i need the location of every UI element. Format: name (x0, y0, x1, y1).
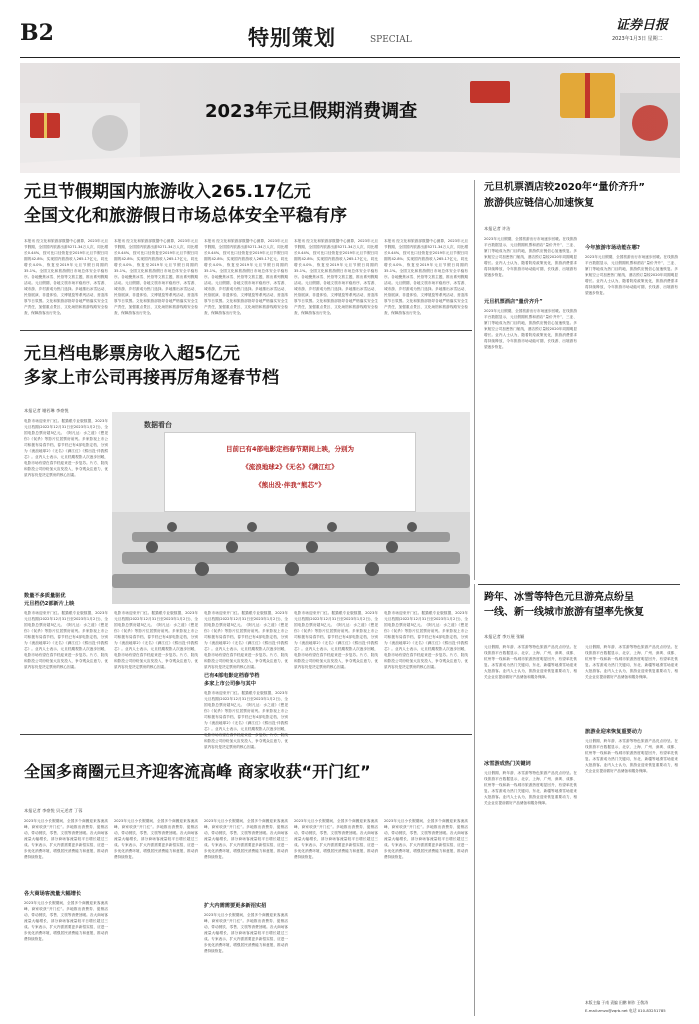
a4-col1b: 元旦假期，跨年游、冰雪游等特色旅游产品亮点纷呈。在线旅游平台数据显示，北京、上海、广州、深圳、成都、杭州等一线和新一线城市旅游热度明显回升，有望率先恢复。冰雪游成为热门关键词，东北、新疆等地滑雪场迎来大批游客。业内人士认为，旅游业迎来恢复重要动力，相关企业应提前做好产品储备和服务保障。 (484, 771, 577, 805)
a2-col3b: 电影市场迎来开门红。据猫眼专业版数据，2023年元旦档期(2022年12月31日至2023年1月2日)，全国电影总票房超5亿元。《阿凡达：水之道》《想见你》《误杀》等影片位居票房前列。多家影视上市公司积极布局春节档，春节档已有4部电影定档，分别为《流浪地球2》《无名》《满江红》《熊出没·伴我熊芯》。业内人士表示，元旦档期观影人次逐步回暖，电影市场有望在春节档迎来进一步复苏。片方、院线和影投公司纷纷加大宣发投入，争夺观众注意力，优质内容仍是决定票房的核心因素。 (204, 691, 288, 749)
date-line: 2023年1月3日 星期二 (612, 36, 663, 42)
a2-col1b: 电影市场迎来开门红。据猫眼专业版数据，2023年元旦档期(2022年12月31日至2023年1月2日)，全国电影总票房超5亿元。《阿凡达：水之道》《想见你》《误杀》等影片位居票房前列。多家影视上市公司积极布局春节档，春节档已有4部电影定档，分别为《流浪地球2》《无名》《满江红》《熊出没·伴我熊芯》。业内人士表示，元旦档期观影人次逐步回暖，电影市场有望在春节档迎来进一步复苏。片方、院线和影投公司纷纷加大宣发投入，争夺观众注意力，优质内容仍是决定票房的核心因素。 (24, 611, 108, 669)
a5-col2: 2023年元旦小长假期间，全国多个商圈迎来客流高峰，商家收获“开门红”。多地推出消费券、促销活动，带动餐饮、零售、文旅等消费回暖。各大商场客流量大幅增长，部分商场客流量较平日增长超过三成。专家表示，扩大内需需要更多新招实招，应进一步优化消费环境，增强居民消费能力和意愿，推动消费持续恢复。 (114, 819, 198, 859)
section-title-en: SPECIAL (370, 35, 412, 45)
a3-credit: 本报记者 许洁 (484, 226, 511, 231)
a5-col1: 2023年元旦小长假期间，全国多个商圈迎来客流高峰，商家收获“开门红”。多地推出消费券、促销活动，带动餐饮、零售、文旅等消费回暖。各大商场客流量大幅增长，部分商场客流量较平日增长超过三成。专家表示，扩大内需需要更多新招实招，应进一步优化消费环境，增强居民消费能力和意愿，推动消费持续恢复。 (24, 819, 108, 859)
figure-line3: 《熊出没·伴我“熊芯”》 (255, 481, 325, 489)
masthead: 证券日报 (616, 18, 669, 33)
a2-col1: 电影市场迎来开门红。据猫眼专业版数据，2023年元旦档期(2022年12月31日至2023年1月2日)，全国电影总票房超5亿元。《阿凡达：水之道》《想见你》《误杀》等影片位居票房前列。多家影视上市公司积极布局春节档，春节档已有4部电影定档，分别为《流浪地球2》《无名》《满江红》《熊出没·伴我熊芯》。业内人士表示，元旦档期观影人次逐步回暖，电影市场有望在春节档迎来进一步复苏。片方、院线和影投公司纷纷加大宣发投入，争夺观众注意力，优质内容仍是决定票房的核心因素。 (24, 419, 108, 477)
shopping-bag-icon (470, 81, 510, 103)
footer-email: E-mail:zmzx@zqrb.net 电话 010-83251785 (585, 1008, 666, 1013)
a2-col4: 电影市场迎来开门红。据猫眼专业版数据，2023年元旦档期(2022年12月31日至2023年1月2日)，全国电影总票房超5亿元。《阿凡达：水之道》《想见你》《误杀》等影片位居票房前列。多家影视上市公司积极布局春节档，春节档已有4部电影定档，分别为《流浪地球2》《无名》《满江红》《熊出没·伴我熊芯》。业内人士表示，元旦档期观影人次逐步回暖，电影市场有望在春节档迎来进一步复苏。片方、院线和影投公司纷纷加大宣发投入，争夺观众注意力，优质内容仍是决定票房的核心因素。 (294, 611, 378, 669)
a3-col2: 2023年元旦假期，全国旅游出行市场逐步回暖。在线旅游平台数据显示，元旦假期机票和酒店“量价齐升”，三亚、厦门等地成为热门目的地，旅游供应链信心加速恢复。多家航空公司加密热门航线，酒店预订量较2020年同期明显增长。业内人士认为，随着防疫政策优化，旅游消费需求将持续释放，今年旅游市场动能可期，长线游、出境游有望逐步恢复。 (585, 255, 678, 295)
page-label: B2 (20, 20, 54, 46)
section-title: 特别策划 (248, 26, 336, 50)
a3-col1b: 2023年元旦假期，全国旅游出行市场逐步回暖。在线旅游平台数据显示，元旦假期机票和酒店“量价齐升”，三亚、厦门等地成为热门目的地，旅游供应链信心加速恢复。多家航空公司加密热门航线，酒店预订量较2020年同期明显增长。业内人士认为，随着防疫政策优化，旅游消费需求将持续释放，今年旅游市场动能可期，长线游、出境游有望逐步恢复。 (484, 309, 577, 349)
a2-col5: 电影市场迎来开门红。据猫眼专业版数据，2023年元旦档期(2022年12月31日至2023年1月2日)，全国电影总票房超5亿元。《阿凡达：水之道》《想见你》《误杀》等影片位居票房前列。多家影视上市公司积极布局春节档，春节档已有4部电影定档，分别为《流浪地球2》《无名》《满江红》《熊出没·伴我熊芯》。业内人士表示，元旦档期观影人次逐步回暖，电影市场有望在春节档迎来进一步复苏。片方、院线和影投公司纷纷加大宣发投入，争夺观众注意力，优质内容仍是决定票房的核心因素。 (384, 611, 468, 669)
figure-tag: 数据看台 (144, 421, 172, 429)
a5-col3: 2023年元旦小长假期间，全国多个商圈迎来客流高峰，商家收获“开门红”。多地推出消费券、促销活动，带动餐饮、零售、文旅等消费回暖。各大商场客流量大幅增长，部分商场客流量较平日增长超过三成。专家表示，扩大内需需要更多新招实招，应进一步优化消费环境，增强居民消费能力和意愿，推动消费持续恢复。 (204, 819, 288, 859)
a1-headline2: 全国文化和旅游假日市场总体安全平稳有序 (24, 206, 347, 226)
a2-sub1: 数量不多质量驱优 (24, 593, 66, 599)
a4-col2b: 元旦假期，跨年游、冰雪游等特色旅游产品亮点纷呈。在线旅游平台数据显示，北京、上海、广州、深圳、成都、杭州等一线和新一线城市旅游热度明显回升，有望率先恢复。冰雪游成为热门关键词，东北、新疆等地滑雪场迎来大批游客。业内人士认为，旅游业迎来恢复重要动力，相关企业应提前做好产品储备和服务保障。 (585, 739, 678, 773)
a5-col4: 2023年元旦小长假期间，全国多个商圈迎来客流高峰，商家收获“开门红”。多地推出消费券、促销活动，带动餐饮、零售、文旅等消费回暖。各大商场客流量大幅增长，部分商场客流量较平日增长超过三成。专家表示，扩大内需需要更多新招实招，应进一步优化消费环境，增强居民消费能力和意愿，推动消费持续恢复。 (294, 819, 378, 859)
a1-col3: 本报讯 经文化和旅游部数据中心测算，2023年元旦节假期，全国国内旅游出游5271.34万人次，同比增长0.44%，按可比口径恢复至2019年元旦节假日同期的42.8%；实现国内旅游收入265.17亿元，同比增长4.0%，恢复至2019年元旦节假日同期的35.1%。全国文化和旅游假日市场总体安全平稳有序。各地聚焦冰雪、民俗等文旅主题，推出系列假期活动。元旦假期，各地文旅市场平稳有序，冰雪游、城市游、乡村游成为热门选择。多地推出冰雪运动、民俗展演、非遗体验、文博展览等系列活动，营造浓厚节日氛围。文化和旅游部指导各地严格落实安全生产责任，加强重点景区、文化场馆和旅游线路安全检查，保障游客出行安全。 (204, 239, 288, 315)
a5-sub2: 扩大内需需要更多新招实招 (204, 903, 267, 909)
a3-headline2: 旅游供应链信心加速恢复 (484, 198, 594, 209)
figure-line1: 目前已有4部电影定档春节期间上映，分别为 (225, 445, 355, 453)
a5-col3b: 2023年元旦小长假期间，全国多个商圈迎来客流高峰，商家收获“开门红”。多地推出消费券、促销活动，带动餐饮、零售、文旅等消费回暖。各大商场客流量大幅增长，部分商场客流量较平日增长超过三成。专家表示，扩大内需需要更多新招实招，应进一步优化消费环境，增强居民消费能力和意愿，推动消费持续恢复。 (204, 913, 288, 953)
a1-col2: 本报讯 经文化和旅游部数据中心测算，2023年元旦节假期，全国国内旅游出游5271.34万人次，同比增长0.44%，按可比口径恢复至2019年元旦节假日同期的42.8%；实现国内旅游收入265.17亿元，同比增长4.0%，恢复至2019年元旦节假日同期的35.1%。全国文化和旅游假日市场总体安全平稳有序。各地聚焦冰雪、民俗等文旅主题，推出系列假期活动。元旦假期，各地文旅市场平稳有序，冰雪游、城市游、乡村游成为热门选择。多地推出冰雪运动、民俗展演、非遗体验、文博展览等系列活动，营造浓厚节日氛围。文化和旅游部指导各地严格落实安全生产责任，加强重点景区、文化场馆和旅游线路安全检查，保障游客出行安全。 (114, 239, 198, 315)
banner-title: 2023年元旦假期消费调查 (205, 101, 418, 122)
a2-col3: 电影市场迎来开门红。据猫眼专业版数据，2023年元旦档期(2022年12月31日至2023年1月2日)，全国电影总票房超5亿元。《阿凡达：水之道》《想见你》《误杀》等影片位居票房前列。多家影视上市公司积极布局春节档，春节档已有4部电影定档，分别为《流浪地球2》《无名》《满江红》《熊出没·伴我熊芯》。业内人士表示，元旦档期观影人次逐步回暖，电影市场有望在春节档迎来进一步复苏。片方、院线和影投公司纷纷加大宣发投入，争夺观众注意力，优质内容仍是决定票房的核心因素。 (204, 611, 288, 669)
a4-sub1: 冰雪游成热门关键词 (484, 761, 531, 767)
a4-col1: 元旦假期，跨年游、冰雪游等特色旅游产品亮点纷呈。在线旅游平台数据显示，北京、上海、广州、深圳、成都、杭州等一线和新一线城市旅游热度明显回升，有望率先恢复。冰雪游成为热门关键词，东北、新疆等地滑雪场迎来大批游客。业内人士认为，旅游业迎来恢复重要动力，相关企业应提前做好产品储备和服务保障。 (484, 645, 577, 679)
a4-credit: 本报记者 李万展 张颖 (484, 634, 525, 639)
lantern-icon (632, 105, 668, 141)
a1-col1: 本报讯 经文化和旅游部数据中心测算，2023年元旦节假期，全国国内旅游出游5271.34万人次，同比增长0.44%，按可比口径恢复至2019年元旦节假日同期的42.8%；实现国内旅游收入265.17亿元，同比增长4.0%，恢复至2019年元旦节假日同期的35.1%。全国文化和旅游假日市场总体安全平稳有序。各地聚焦冰雪、民俗等文旅主题，推出系列假期活动。元旦假期，各地文旅市场平稳有序，冰雪游、城市游、乡村游成为热门选择。多地推出冰雪运动、民俗展演、非遗体验、文博展览等系列活动，营造浓厚节日氛围。文化和旅游部指导各地严格落实安全生产责任，加强重点景区、文化场馆和旅游线路安全检查，保障游客出行安全。 (24, 239, 108, 315)
a1-headline: 元旦节假期国内旅游收入265.17亿元 (24, 182, 311, 202)
a5-headline: 全国多商圈元旦齐迎客流高峰 商家收获“开门红” (24, 762, 371, 781)
a5-sub1: 各大商场客流量大幅增长 (24, 891, 82, 897)
a4-headline2: 一线、新一线城市旅游有望率先恢复 (484, 607, 644, 618)
balloon-icon (92, 115, 128, 151)
a2-sub2: 已有4部电影定档春节档 (204, 673, 260, 679)
a2-sub1b: 元旦档仍2部新片上映 (24, 601, 75, 607)
movie-figure (112, 412, 470, 604)
banner (20, 63, 680, 173)
a2-headline: 元旦档电影票房收入超5亿元 (24, 344, 240, 364)
cinema-seats (112, 512, 470, 604)
a4-headline: 跨年、冰雪等特色元旦游亮点纷呈 (484, 592, 634, 603)
a3-col1: 2023年元旦假期，全国旅游出行市场逐步回暖。在线旅游平台数据显示，元旦假期机票和酒店“量价齐升”，三亚、厦门等地成为热门目的地，旅游供应链信心加速恢复。多家航空公司加密热门航线，酒店预订量较2020年同期明显增长。业内人士认为，随着防疫政策优化，旅游消费需求将持续释放，今年旅游市场动能可期，长线游、出境游有望逐步恢复。 (484, 237, 577, 277)
a4-col2: 元旦假期，跨年游、冰雪游等特色旅游产品亮点纷呈。在线旅游平台数据显示，北京、上海、广州、深圳、成都、杭州等一线和新一线城市旅游热度明显回升，有望率先恢复。冰雪游成为热门关键词，东北、新疆等地滑雪场迎来大批游客。业内人士认为，旅游业迎来恢复重要动力，相关企业应提前做好产品储备和服务保障。 (585, 645, 678, 679)
a5-col5: 2023年元旦小长假期间，全国多个商圈迎来客流高峰，商家收获“开门红”。多地推出消费券、促销活动，带动餐饮、零售、文旅等消费回暖。各大商场客流量大幅增长，部分商场客流量较平日增长超过三成。专家表示，扩大内需需要更多新招实招，应进一步优化消费环境，增强居民消费能力和意愿，推动消费持续恢复。 (384, 819, 468, 859)
a5-col1b: 2023年元旦小长假期间，全国多个商圈迎来客流高峰，商家收获“开门红”。多地推出消费券、促销活动，带动餐饮、零售、文旅等消费回暖。各大商场客流量大幅增长，部分商场客流量较平日增长超过三成。专家表示，扩大内需需要更多新招实招，应进一步优化消费环境，增强居民消费能力和意愿，推动消费持续恢复。 (24, 901, 108, 941)
a2-headline2: 多家上市公司再接再厉角逐春节档 (24, 368, 279, 388)
a1-col5: 本报讯 经文化和旅游部数据中心测算，2023年元旦节假期，全国国内旅游出游5271.34万人次，同比增长0.44%，按可比口径恢复至2019年元旦节假日同期的42.8%；实现国内旅游收入265.17亿元，同比增长4.0%，恢复至2019年元旦节假日同期的35.1%。全国文化和旅游假日市场总体安全平稳有序。各地聚焦冰雪、民俗等文旅主题，推出系列假期活动。元旦假期，各地文旅市场平稳有序，冰雪游、城市游、乡村游成为热门选择。多地推出冰雪运动、民俗展演、非遗体验、文博展览等系列活动，营造浓厚节日氛围。文化和旅游部指导各地严格落实安全生产责任，加强重点景区、文化场馆和旅游线路安全检查，保障游客出行安全。 (384, 239, 468, 315)
a2-credit: 本报记者 谢若琳 李豪悦 (24, 408, 69, 413)
a3-headline: 元旦机票酒店较2020年“量价齐升” (484, 182, 645, 193)
a3-sub1: 元旦机票酒店“量价齐升” (484, 299, 543, 305)
a1-col4: 本报讯 经文化和旅游部数据中心测算，2023年元旦节假期，全国国内旅游出游5271.34万人次，同比增长0.44%，按可比口径恢复至2019年元旦节假日同期的42.8%；实现国内旅游收入265.17亿元，同比增长4.0%，恢复至2019年元旦节假日同期的35.1%。全国文化和旅游假日市场总体安全平稳有序。各地聚焦冰雪、民俗等文旅主题，推出系列假期活动。元旦假期，各地文旅市场平稳有序，冰雪游、城市游、乡村游成为热门选择。多地推出冰雪运动、民俗展演、非遗体验、文博展览等系列活动，营造浓厚节日氛围。文化和旅游部指导各地严格落实安全生产责任，加强重点景区、文化场馆和旅游线路安全检查，保障游客出行安全。 (294, 239, 378, 315)
a5-credit: 本报记者 李豪悦 贝元述者 丁蓉 (24, 808, 83, 813)
a2-sub2b: 多家上市公司参与其中 (204, 681, 256, 687)
a2-col2: 电影市场迎来开门红。据猫眼专业版数据，2023年元旦档期(2022年12月31日至2023年1月2日)，全国电影总票房超5亿元。《阿凡达：水之道》《想见你》《误杀》等影片位居票房前列。多家影视上市公司积极布局春节档，春节档已有4部电影定档，分别为《流浪地球2》《无名》《满江红》《熊出没·伴我熊芯》。业内人士表示，元旦档期观影人次逐步回暖，电影市场有望在春节档迎来进一步复苏。片方、院线和影投公司纷纷加大宣发投入，争夺观众注意力，优质内容仍是决定票房的核心因素。 (114, 611, 198, 669)
footer-editors: 本版主编 于南 责编 田鹏 制作 王敬涛 (585, 1000, 648, 1005)
a4-sub2: 旅游业迎来恢复重要动力 (585, 729, 643, 735)
a3-sub2: 今年旅游市场动能在哪? (585, 245, 640, 251)
figure-line2: 《流浪地球2》《无名》《满江红》 (242, 463, 338, 471)
